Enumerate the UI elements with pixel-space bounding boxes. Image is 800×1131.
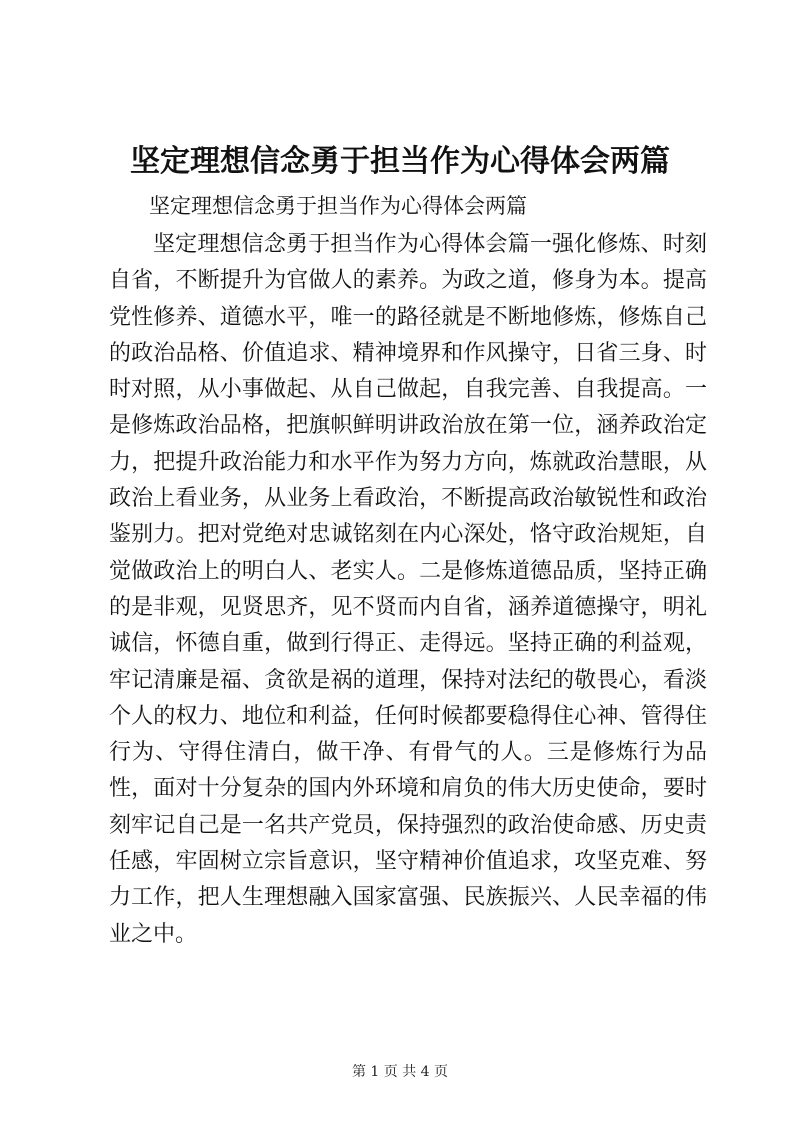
document-title: 坚定理想信念勇于担当作为心得体会两篇 (130, 144, 670, 179)
document-subtitle: 坚定理想信念勇于担当作为心得体会两篇 (149, 194, 527, 218)
page-number-footer: 第 1 页 共 4 页 (351, 1064, 449, 1080)
body-paragraph: 坚定理想信念勇于担当作为心得体会篇一强化修炼、时刻自省，不断提升为官做人的素养。为政之道，修身为本。提高党性修养、道德水平，唯一的路径就是不断地修炼，修炼自己的政治品格、价值追求、精神境界和作风操守，日省三身、时时对照，从小事做起、从自己做起，自我完善、自我提高。一是修炼政治品格，把旗帜鲜明讲政治放在第一位，涵养政治定力，把提升政治能力和水平作为努力方向，炼就政治慧眼，从政治上看业务，从业务上看政治，不断提高政治敏锐性和政治鉴别力。把对党绝对忠诚铭刻在内心深处，恪守政治规矩，自觉做政治上的明白人、老实人。二是修炼道德品质，坚持正确的是非观，见贤思齐，见不贤而内自省，涵养道德操守，明礼诚信，怀德自重，做到行得正、走得远。坚持正确的利益观，牢记清廉是福、贪欲是祸的道理，保持对法纪的敬畏心，看淡个人的权力、地位和利益，任何时候都要稳得住心神、管得住行为、守得住清白，做干净、有骨气的人。三是修炼行为品性，面对十分复杂的国内外环境和肩负的伟大历史使命，要时刻牢记自己是一名共产党员，保持强烈的政治使命感、历史责任感，牢固树立宗旨意识，坚守精神价值追求，攻坚克难、努力工作，把人生理想融入国家富强、民族振兴、人民幸福的伟业之中。 (109, 232, 707, 947)
